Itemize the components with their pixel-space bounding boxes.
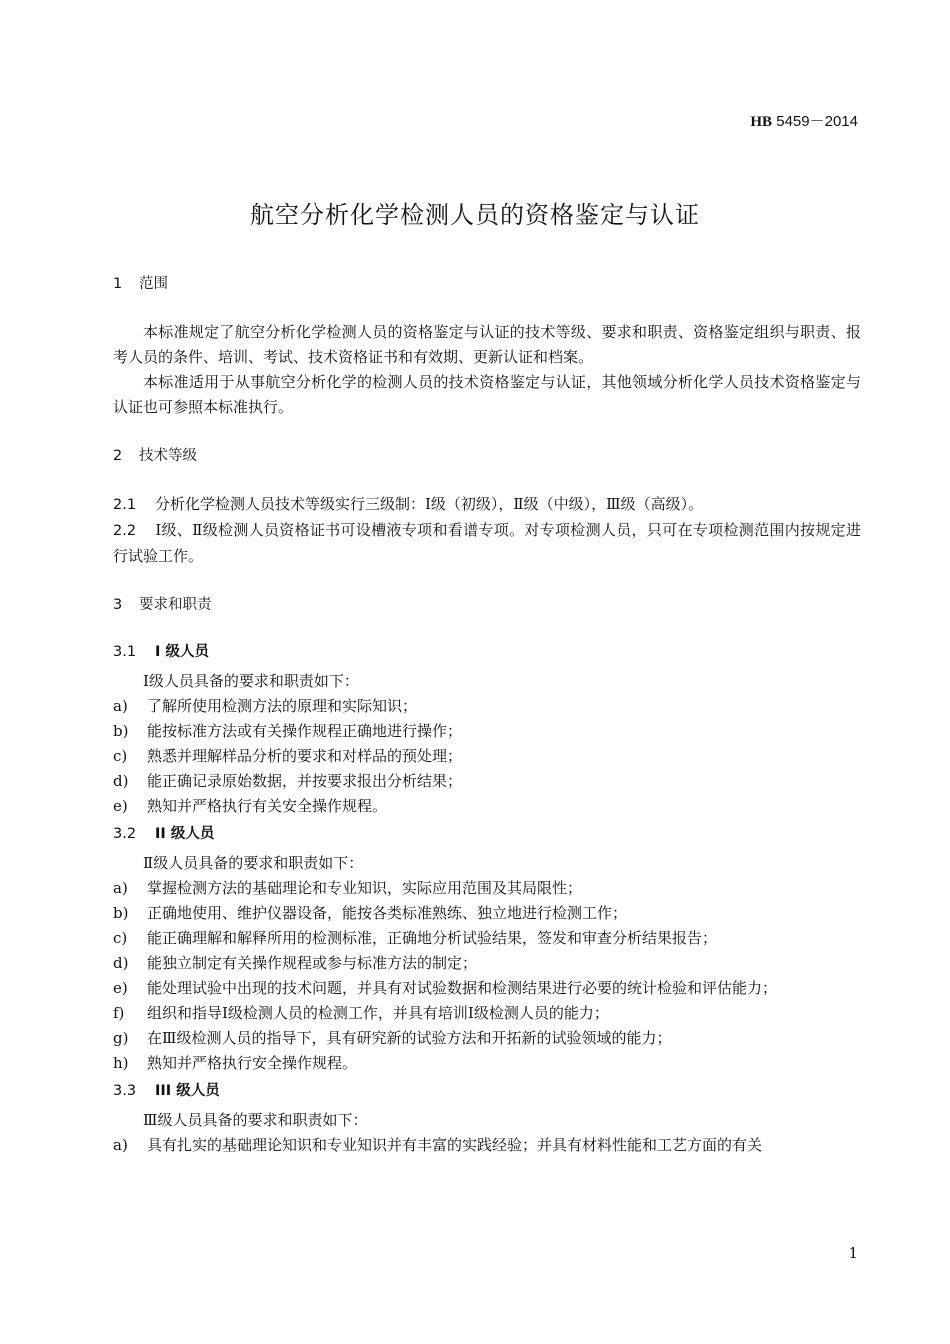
- list-item: [113, 1051, 861, 1076]
- list-item: [113, 1133, 861, 1158]
- list-item: [113, 976, 861, 1001]
- list-item-text: 组织和指导Ⅰ级检测人员的检测工作，并具有培训Ⅰ级检测人员的能力；: [147, 1004, 609, 1022]
- list-item: [113, 926, 861, 951]
- list-item-label: g): [113, 1029, 129, 1047]
- list-item-text: 掌握检测方法的基础理论和专业知识，实际应用范围及其局限性；: [147, 879, 583, 897]
- list-intro: Ⅲ级人员具备的要求和职责如下：: [143, 1111, 368, 1129]
- list-item-text: 熟知并严格执行有关安全操作规程。: [147, 797, 388, 815]
- list-item-label: e): [113, 979, 128, 997]
- list-item-label: d): [113, 772, 129, 790]
- list-item: [113, 901, 861, 926]
- list-item-label: f): [113, 1004, 125, 1022]
- list-item-text: 在Ⅲ级检测人员的指导下，具有研究新的试验方法和开拓新的试验领域的能力；: [147, 1029, 672, 1047]
- list-item: [113, 876, 861, 901]
- list-item-label: c): [113, 929, 128, 947]
- list-item: [113, 794, 861, 819]
- section-heading: 3 要求和职责: [113, 597, 212, 613]
- list-item-label: d): [113, 954, 129, 972]
- list-item-label: e): [113, 797, 128, 815]
- subsection-heading: 3.1 I 级人员: [113, 644, 209, 660]
- section-heading: 2 技术等级: [113, 448, 197, 464]
- clause: 2.2 Ⅰ级、Ⅱ级检测人员资格证书可设槽液专项和看谱专项。对专项检测人员，只可在专项检测范围内按规定进行试验工作。: [113, 521, 861, 565]
- list-item: [113, 744, 861, 769]
- list-item-text: 了解所使用检测方法的原理和实际知识；: [147, 697, 418, 715]
- list-intro: Ⅰ级人员具备的要求和职责如下：: [143, 672, 359, 690]
- requirements-list: [113, 694, 861, 819]
- list-item: [113, 1026, 861, 1051]
- subsection-heading: 3.2 II 级人员: [113, 826, 215, 842]
- requirements-list: [113, 876, 861, 1076]
- list-item: [113, 951, 861, 976]
- list-item-label: h): [113, 1054, 129, 1072]
- list-item-text: 正确地使用、维护仪器设备，能按各类标准熟练、独立地进行检测工作；: [147, 904, 628, 922]
- list-item: [113, 769, 861, 794]
- list-item-text: 熟悉并理解样品分析的要求和对样品的预处理；: [147, 747, 463, 765]
- list-item-text: 能正确记录原始数据，并按要求报出分析结果；: [147, 772, 463, 790]
- section-heading: 1 范围: [113, 276, 168, 292]
- standard-code: HB 5459－2014: [750, 113, 858, 130]
- list-item: [113, 719, 861, 744]
- list-item-label: c): [113, 747, 128, 765]
- list-item-label: a): [113, 879, 128, 897]
- list-item-text: 能按标准方法或有关操作规程正确地进行操作；: [147, 722, 463, 740]
- clause: 2.1 分析化学检测人员技术等级实行三级制：Ⅰ级（初级），Ⅱ级（中级），Ⅲ级（高级）。: [113, 495, 704, 513]
- list-item-text: 具有扎实的基础理论知识和专业知识并有丰富的实践经验；并具有材料性能和工艺方面的有关: [147, 1136, 763, 1154]
- list-item: [113, 1001, 861, 1026]
- document-body: [113, 272, 861, 1158]
- list-intro: Ⅱ级人员具备的要求和职责如下：: [143, 854, 364, 872]
- subsection-heading: 3.3 III 级人员: [113, 1083, 220, 1099]
- page-number: 1: [848, 1244, 858, 1262]
- list-item-label: a): [113, 1136, 128, 1154]
- list-item-text: 能处理试验中出现的技术问题，并具有对试验数据和检测结果进行必要的统计检验和评估能力；: [147, 979, 778, 997]
- requirements-list: [113, 1133, 861, 1158]
- list-item-label: a): [113, 697, 128, 715]
- list-item-text: 能正确理解和解释所用的检测标准，正确地分析试验结果，签发和审查分析结果报告；: [147, 929, 718, 947]
- list-item: [113, 694, 861, 719]
- paragraph: 本标准规定了航空分析化学检测人员的资格鉴定与认证的技术等级、要求和职责、资格鉴定组织与职责、报考人员的条件、培训、考试、技术资格证书和有效期、更新认证和档案。: [113, 323, 861, 366]
- list-item-label: b): [113, 722, 129, 740]
- document-title: 航空分析化学检测人员的资格鉴定与认证: [250, 201, 700, 229]
- paragraph: 本标准适用于从事航空分析化学的检测人员的技术资格鉴定与认证，其他领域分析化学人员技术资格鉴定与认证也可参照本标准执行。: [113, 373, 861, 416]
- list-item-text: 能独立制定有关操作规程或参与标准方法的制定；: [147, 954, 478, 972]
- list-item-label: b): [113, 904, 129, 922]
- list-item-text: 熟知并严格执行安全操作规程。: [147, 1054, 358, 1072]
